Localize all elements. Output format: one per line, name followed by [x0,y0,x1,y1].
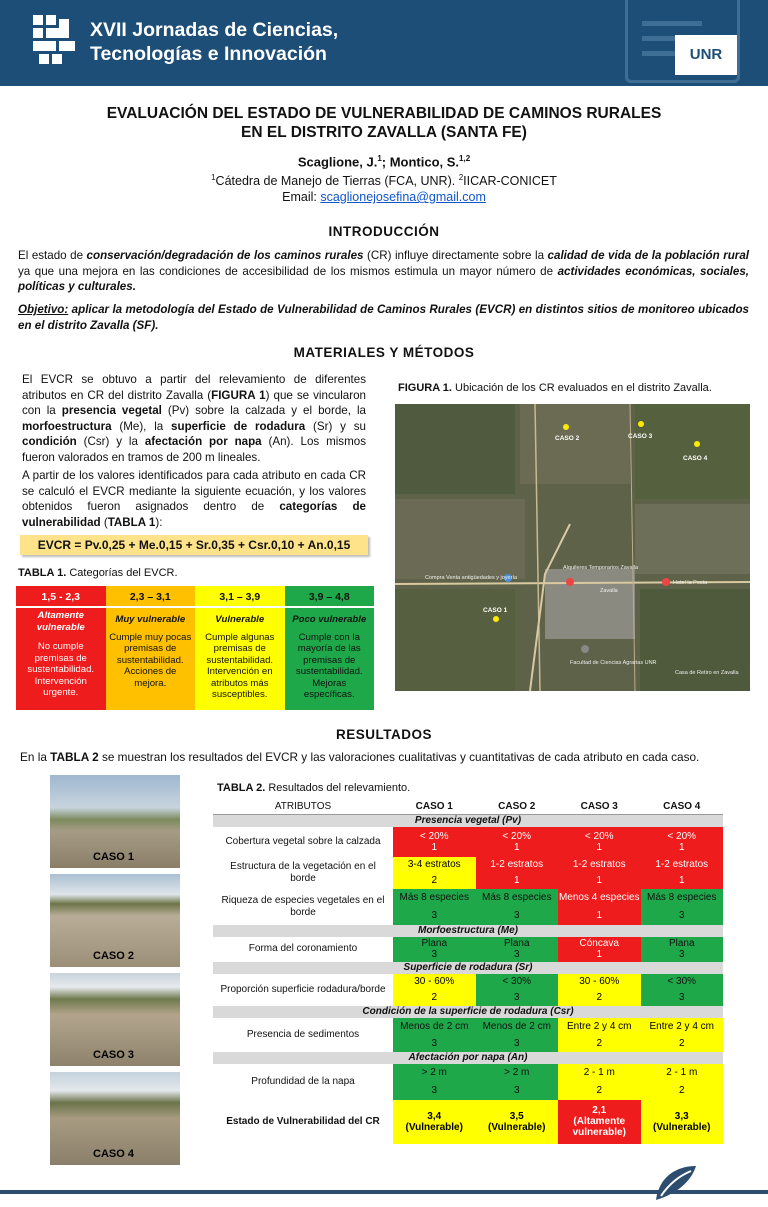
table-cell: CASO 3 [558,800,641,814]
table-cell: Forma del coronamiento [248,943,358,954]
results-heading: RESULTADOS [336,727,432,742]
objective-paragraph: Objetivo: aplicar la metodología del Estado de Vulnerabilidad de Caminos Rurales (EVCR) en distintos sitios de monitoreo ubicados en el distrito Zavalla (SF). [18,303,749,332]
table-cell: 2 - 1 m 2 [558,1064,641,1100]
map-label-caso-3: CASO 3 [628,433,653,440]
table-cell: Condición de la superficie de rodadura (Csr) [213,1006,723,1018]
poi-pin-alquileres [566,578,574,586]
satellite-map [395,404,750,691]
email-line: Email: scaglionejosefina@gmail.com [282,190,486,204]
t1-category-4: 3,9 – 4,8 Poco vulnerable Cumple con la mayoría de las premisas de sustentabilidad. Mejoras específicas. [285,586,375,710]
table-cell: < 20% 1 [393,827,476,857]
intro-heading: INTRODUCCIÓN [328,224,440,239]
map-label-caso-2: CASO 2 [555,435,580,442]
photo-caso-4: CASO 4 [50,1072,180,1165]
table-1-caption: TABLA 1. Categorías del EVCR. [18,567,178,579]
group-pv [213,814,723,827]
evcr-equation: EVCR = Pv.0,25 + Me.0,15 + Sr.0,35 + Csr.0,10 + An.0,15 [20,535,368,555]
table-cell: < 20% 1 [476,827,559,857]
table-row [213,1018,723,1052]
table-row [213,974,723,1006]
table-cell: Plana 3 [641,937,724,962]
methods-paragraph-1: El EVCR se obtuvo a partir del relevamiento de diferentes atributos en CR del distrito Zavalla (FIGURA 1) que se vincularon con la presencia vegetal (Pv) sobre la calzada y el borde, la morfoestructura (Me), la superficie de rodadura (Sr) y su condición (Csr) y la afectación por napa (An). Los mismos fueron valorados en tramos de 200 m lineales. [22,373,366,464]
group-csr [213,1006,723,1018]
table-cell: 3,3 (Vulnerable) [641,1100,724,1144]
table-cell: Más 8 especies 3 [476,889,559,925]
location-map [395,404,750,691]
table-2-caption: TABLA 2. Resultados del relevamiento. [217,782,411,794]
photo-caso-2: CASO 2 [50,874,180,967]
map-poi-retiro: Casa de Retiro en Zavalla [675,670,739,676]
jornadas-logo-icon [33,15,77,67]
map-poi-zavalla: Zavalla [600,588,618,594]
table-cell: Profundidad de la napa [251,1075,355,1087]
table-cell: Afectación por napa (An) [213,1052,723,1064]
table-cell: Menos 4 especies 1 [558,889,641,925]
table-header-row [213,800,723,814]
table-cell: Presencia de sedimentos [246,1028,360,1040]
poi-pin-hotel [662,578,670,586]
map-label-caso-1: CASO 1 [483,607,508,614]
table-cell: 3-4 estratos 2 [393,857,476,889]
email-link[interactable]: scaglionejosefina@gmail.com [320,190,486,204]
table-cell: Más 8 especies 3 [393,889,476,925]
table-cell: Superficie de rodadura (Sr) [213,962,723,974]
page-title: EVALUACIÓN DEL ESTADO DE VULNERABILIDAD DE CAMINOS RURALES EN EL DISTRITO ZAVALLA (SANTA FE) [106,105,662,141]
leaf-logo-icon [651,1162,701,1202]
table-cell: 3,5 (Vulnerable) [476,1100,559,1144]
table-cell: Estado de Vulnerabilidad del CR [226,1115,380,1127]
authors: Scaglione, J.$^1$; Montico, S.$^{1,2}$ [297,154,471,170]
table-row [213,827,723,857]
group-sr [213,962,723,974]
table-cell: CASO 4 [641,800,724,814]
table-row [213,937,723,962]
table-cell: Menos de 2 cm 3 [476,1018,559,1052]
group-me [213,925,723,937]
unr-logo: UNR [675,35,737,75]
table-cell: 2 - 1 m 2 [641,1064,724,1100]
map-marker-caso-1 [493,616,499,622]
intro-paragraph: El estado de conservación/degradación de los caminos rurales (CR) influye directamente sobre la calidad de vida de la población rural ya que una mejora en las condiciones de accesibilidad de los mismos estimula un mayor número de actividades económicas, sociales, políticas y culturales. [18,249,749,293]
map-poi-facultad: Facultad de Ciencias Agrarias UNR [570,660,657,666]
t1-category-2: 2,3 – 3,1 Muy vulnerable Cumple muy pocas premisas de sustentabilidad. Acciones de mejora. [106,586,196,710]
affiliations: $^1$Cátedra de Manejo de Tierras (FCA, UNR). $^2$IICAR-CONICET [211,173,557,189]
table-cell: Entre 2 y 4 cm 2 [558,1018,641,1052]
poi-pin-facultad [581,645,589,653]
table-cell: > 2 m 3 [476,1064,559,1100]
methods-heading: MATERIALES Y MÉTODOS [293,345,475,360]
map-marker-caso-4 [694,441,700,447]
table-cell: < 30% 3 [476,974,559,1006]
table-cell: CASO 1 [393,800,476,814]
poster-header [0,0,768,86]
table-cell: Cobertura vegetal sobre la calzada [225,835,381,847]
table-row [213,857,723,889]
table-row [213,1064,723,1100]
map-label-caso-4: CASO 4 [683,455,708,462]
table-cell: 1-2 estratos 1 [476,857,559,889]
table-row [213,889,723,925]
table-cell: Entre 2 y 4 cm 2 [641,1018,724,1052]
photo-caso-3: CASO 3 [50,973,180,1066]
table-cell: Plana 3 [393,937,476,962]
map-poi-antiques: Compra Venta antigüedades y joyería [425,575,518,581]
table-cell: Estructura de la vegetación en el borde [230,860,376,884]
figure-1-caption: FIGURA 1. Ubicación de los CR evaluados en el distrito Zavalla. [398,382,712,394]
t1-category-1: 1,5 - 2,3 Altamente vulnerable No cumple premisas de sustentabilidad. Intervención urgente. [16,586,106,710]
table-2 [213,800,723,1144]
table-cell: 1-2 estratos 1 [641,857,724,889]
t1-category-3: 3,1 – 3,9 Vulnerable Cumple algunas premisas de sustentabilidad. Intervención en atributos más susceptibles. [195,586,285,710]
final-row [213,1100,723,1144]
methods-paragraph-2: A partir de los valores identificados para cada atributo en cada CR se calculó el EVCR mediante la siguiente ecuación, y los valores obtenidos fueron asignados dentro de categorías de vulnerabilidad (TABLA 1): [22,469,367,529]
table-cell: Cóncava 1 [558,937,641,962]
map-marker-caso-3 [638,421,644,427]
map-marker-caso-2 [563,424,569,430]
table-cell: Presencia vegetal (Pv) [213,814,723,827]
table-cell: < 20% 1 [558,827,641,857]
map-poi-hotel: Hotel la Posta [673,580,708,586]
table-cell: CASO 2 [476,800,559,814]
table-cell: Morfoestructura (Me) [213,925,723,937]
table-cell: Proporción superficie rodadura/borde [220,983,386,995]
table-cell: 30 - 60% 2 [393,974,476,1006]
table-cell: 30 - 60% 2 [558,974,641,1006]
table-cell: < 30% 3 [641,974,724,1006]
map-poi-alquileres: Alquileres Temporarios Zavalla [563,565,639,571]
photo-caso-1: CASO 1 [50,775,180,868]
table-cell: Plana 3 [476,937,559,962]
table-cell: Riqueza de especies vegetales en el borde [221,894,385,918]
table-1 [16,586,374,710]
group-an [213,1052,723,1064]
table-cell: 2,1 (Altamente vulnerable) [558,1100,641,1144]
table-cell: 3,4 (Vulnerable) [393,1100,476,1144]
table-cell: 1-2 estratos 1 [558,857,641,889]
results-paragraph: En la TABLA 2 se muestran los resultados del EVCR y las valoraciones cualitativas y cuantitativas de cada atributo en cada caso. [20,750,700,764]
table-cell: Más 8 especies 3 [641,889,724,925]
event-title: XVII Jornadas de Ciencias, Tecnologías e Innovación [90,19,339,65]
table-cell: > 2 m 3 [393,1064,476,1100]
table-cell: < 20% 1 [641,827,724,857]
table-cell: ATRIBUTOS [213,800,393,814]
table-cell: Menos de 2 cm 3 [393,1018,476,1052]
